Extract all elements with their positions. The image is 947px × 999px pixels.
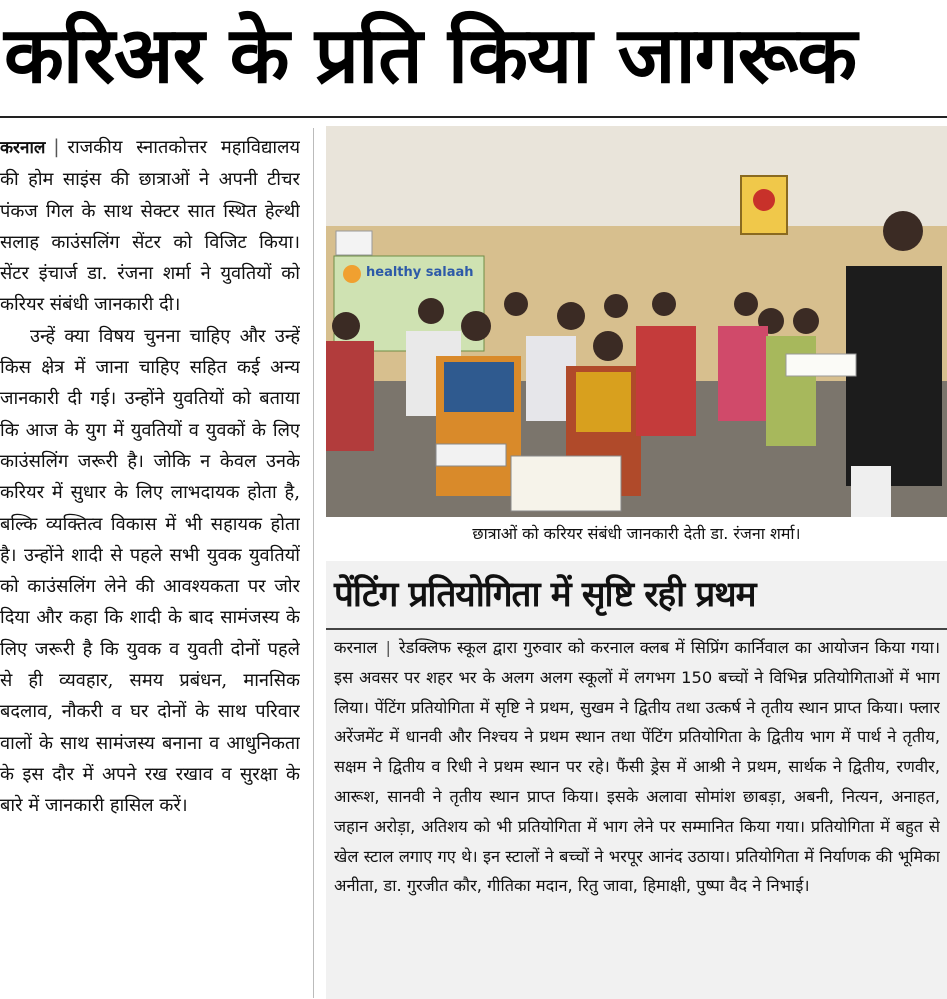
headline-rule [0, 116, 947, 118]
story2-body-text: रेडक्लिफ स्कूल द्वारा गुरुवार को करनाल क्लब में सिप्रिंग कार्निवाल का आयोजन किया गया। इस अवसर पर शहर भर के अलग अलग स्कूलों में लगभग 150 बच्चों ने विभिन्न प्रतियोगिताओं में भाग लिया। पेंटिंग प्रतियोगिता में सृष्टि ने प्रथम, सुखम ने द्वितीय तथा उत्कर्ष ने तृतीय स्थान प्राप्त किया। फ्लार अरेंजमेंट में धानवी और निश्चय ने प्रथम स्थान तथा पेंटिंग प्रतियोगिता के द्वितीय भाग में पार्थ ने तृतीय, सक्षम ने द्वितीय व रिधी ने प्रथम स्थान पर रहे। फैंसी ड्रेस में आश्री ने प्रथम, सार्थक ने द्वितीय, रणवीर, आरूश, सानवी ने तृतीय स्थान प्राप्त किया। इसके अलावा सोमांश छाबड़ा, अबनी, नित्यन, अनाहत, जहान अरोड़ा, अतिशय को भी प्रतियोगिता में भाग लेने पर सम्मानित किया गया। प्रतियोगिता में बहुत से खेल स्टाल लगाए गए थे। इन स्टालों ने बच्चों ने भरपूर आनंद उठाया। प्रतियोगिता में निर्याणक की भूमिका अनीता, डा. गुरजीत कौर, गीतिका मदान, रितु जावा, हिमाक्षी, पुष्पा वैद ने निभाई। [334, 638, 940, 896]
classroom-photo-illustration [326, 126, 947, 517]
story2-separator: | [385, 638, 391, 657]
story1-separator: | [53, 137, 60, 158]
story-painting-competition [326, 561, 947, 999]
story1-dateline: करनाल [0, 138, 46, 158]
story2-dateline: करनाल [334, 638, 378, 657]
column-divider [313, 128, 314, 998]
story1-paragraph-2: उन्हें क्या विषय चुनना चाहिए और उन्हें किस क्षेत्र में जाना चाहिए सहित कई अन्य जानकारी दी गई। उन्होंने युवतियों को बताया कि आज के युग में युवतियों व युवकों के लिए काउंसलिंग जरूरी है। जोकि न केवल उनके करियर में सुधार के लिए लाभदायक होता है, बल्कि व्यक्तित्व विकास में भी सहायक होता है। उन्होंने शादी से पहले सभी युवक युवतियों को काउंसलिंग लेने की आवश्यकता पर जोर दिया और कहा कि शादी के बाद सामंजस्य के लिए जरूरी है कि युवक व युवती दोनों पहले से ही व्यवहार, समय प्रबंधन, मानसिक बदलाव, नौकरी व घर दोनों के साथ परिवार वालों के साथ सामंजस्य बनाना व आधुनिकता के इस दौर में अपने रख रखाव व सुरक्षा के बारे में जानकारी हासिल करें। [0, 325, 300, 817]
page-headline: करिअर के प्रति किया जागरूक [4, 11, 857, 101]
banner-text: healthy salaah [366, 265, 474, 280]
story2-title-rule [326, 628, 947, 630]
story2-body [334, 633, 940, 999]
story1-lead-text: राजकीय स्नातकोत्तर महाविद्यालय की होम साइंस की छात्राओं ने अपनी टीचर पंकज गिल के साथ सेक्टर सात स्थित हेल्थी सलाह काउंसलिंग सेंटर को विजिट किया। सेंटर इंचार्ज डा. रंजना शर्मा ने युवतियों को करियर संबंधी जानकारी दी। [0, 137, 300, 316]
story-career-awareness [0, 132, 300, 999]
story2-title: पेंटिंग प्रतियोगिता में सृष्टि रही प्रथम [334, 575, 756, 615]
story2-paragraph [334, 633, 940, 901]
news-photo [326, 126, 947, 517]
story1-lead-paragraph [0, 132, 300, 321]
photo-caption: छात्राओं को करियर संबंधी जानकारी देती डा. रंजना शर्मा। [472, 524, 801, 543]
